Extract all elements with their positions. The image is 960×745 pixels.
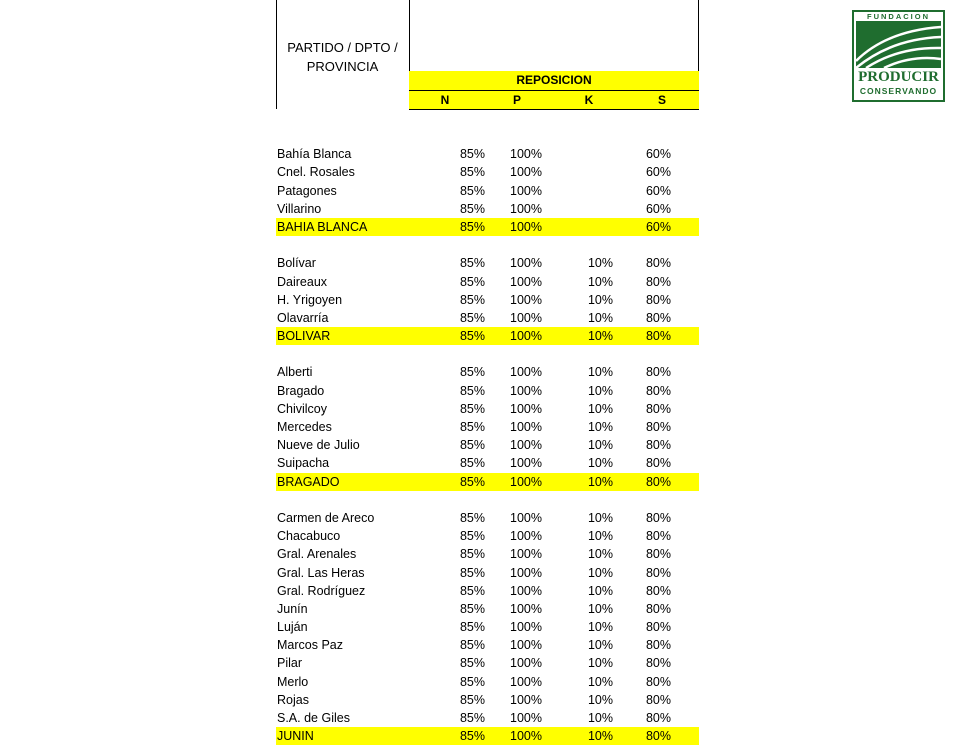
cell-p: 100% (510, 310, 542, 325)
cell-s: 80% (645, 510, 671, 525)
cell-k: 10% (587, 420, 613, 434)
cell-partido: Suipacha (277, 456, 330, 471)
table-row (276, 509, 699, 527)
cell-s: 60% (645, 219, 671, 234)
cell-k: 10% (587, 365, 613, 380)
table-row (276, 582, 699, 600)
cell-p: 100% (510, 383, 542, 398)
cell-s: 80% (645, 601, 671, 616)
cell-n: 85% (459, 656, 485, 671)
cell-s: 80% (645, 401, 671, 416)
cell-s: 80% (645, 547, 671, 562)
cell-p: 100% (510, 656, 542, 671)
cell-s: 80% (645, 711, 671, 725)
cell-p: 100% (510, 201, 542, 216)
spacer-row (276, 236, 699, 254)
cell-n: 85% (459, 147, 485, 162)
cell-partido: Patagones (277, 183, 337, 198)
cell-p: 100% (510, 365, 542, 380)
table-row (276, 309, 699, 327)
table-row (276, 145, 699, 163)
cell-n: 85% (459, 565, 485, 580)
subtotal-row (276, 327, 699, 345)
table-row (276, 673, 699, 691)
cell-s: 80% (645, 692, 671, 707)
cell-k: 10% (587, 274, 613, 289)
header-title-line1: PARTIDO / DPTO / (287, 40, 398, 55)
table-row (276, 382, 699, 400)
cell-n: 85% (459, 601, 485, 616)
cell-partido: Pilar (277, 656, 303, 671)
cell-k: 10% (587, 329, 613, 344)
cell-k: 10% (587, 529, 613, 544)
cell-s: 80% (645, 310, 671, 325)
cell-partido: Olavarría (277, 310, 329, 325)
cell-n: 85% (459, 583, 485, 598)
cell-partido: BOLIVAR (277, 329, 331, 344)
cell-s: 80% (645, 438, 671, 453)
cell-n: 85% (459, 529, 485, 544)
cell-partido: H. Yrigoyen (277, 292, 343, 307)
table-row (276, 273, 699, 291)
cell-k: 10% (587, 474, 613, 489)
cell-s: 80% (645, 565, 671, 580)
cell-n: 85% (459, 510, 485, 525)
cell-partido: Mercedes (277, 420, 332, 434)
cell-p: 100% (510, 601, 542, 616)
cell-n: 85% (459, 474, 485, 489)
table-row (276, 691, 699, 709)
cell-partido: Bolívar (277, 256, 316, 271)
cell-p: 100% (510, 529, 542, 544)
cell-s: 60% (645, 201, 671, 216)
cell-k: 10% (587, 601, 613, 616)
cell-partido: Marcos Paz (277, 638, 343, 653)
cell-p: 100% (510, 674, 542, 689)
cell-s: 80% (645, 674, 671, 689)
column-header-p: P (512, 93, 521, 107)
cell-n: 85% (459, 383, 485, 398)
spacer-row (276, 491, 699, 509)
cell-p: 100% (510, 274, 542, 289)
column-header-partido (276, 38, 409, 76)
subtotal-row (276, 218, 699, 236)
cell-n: 85% (459, 620, 485, 635)
cell-partido: JUNIN (277, 729, 314, 744)
column-header-k: K (584, 93, 594, 107)
cell-k: 10% (587, 438, 613, 453)
cell-n: 85% (459, 692, 485, 707)
table-row (276, 200, 699, 218)
table-row (276, 291, 699, 309)
cell-k: 10% (587, 638, 613, 653)
table-row (276, 454, 699, 472)
cell-s: 80% (645, 292, 671, 307)
cell-k: 10% (587, 292, 613, 307)
header-title-line2: PROVINCIA (306, 59, 379, 74)
cell-p: 100% (510, 401, 542, 416)
table-row (276, 363, 699, 381)
cell-partido: Villarino (277, 201, 322, 216)
cell-partido: Chacabuco (277, 529, 341, 544)
subtotal-row (276, 473, 699, 491)
cell-p: 100% (510, 510, 542, 525)
cell-partido: Gral. Las Heras (277, 565, 365, 580)
cell-p: 100% (510, 620, 542, 635)
column-header-s: S (657, 93, 666, 107)
reposicion-table (276, 0, 699, 744)
cell-s: 80% (645, 583, 671, 598)
cell-n: 85% (459, 183, 485, 198)
table-row (276, 564, 699, 582)
cell-n: 85% (459, 638, 485, 653)
cell-p: 100% (510, 729, 542, 744)
table-row (276, 654, 699, 672)
table-row (276, 709, 699, 727)
cell-s: 80% (645, 365, 671, 380)
cell-k: 10% (587, 565, 613, 580)
cell-k: 10% (587, 656, 613, 671)
cell-partido: Chivilcoy (277, 401, 328, 416)
logo-text-main: PRODUCIR (858, 69, 939, 85)
cell-k: 10% (587, 256, 613, 271)
cell-p: 100% (510, 638, 542, 653)
cell-partido: Alberti (277, 365, 313, 380)
cell-s: 60% (645, 165, 671, 180)
table-row (276, 618, 699, 636)
cell-p: 100% (510, 420, 542, 434)
table-row (276, 400, 699, 418)
table-body (276, 127, 699, 745)
cell-partido: S.A. de Giles (277, 711, 350, 725)
cell-partido: Daireaux (277, 274, 328, 289)
cell-s: 80% (645, 638, 671, 653)
cell-p: 100% (510, 438, 542, 453)
cell-n: 85% (459, 401, 485, 416)
cell-s: 80% (645, 420, 671, 434)
cell-s: 80% (645, 656, 671, 671)
cell-partido: BAHIA BLANCA (277, 219, 368, 234)
cell-n: 85% (459, 292, 485, 307)
cell-partido: Rojas (277, 692, 309, 707)
cell-s: 60% (645, 147, 671, 162)
cell-p: 100% (510, 711, 542, 725)
cell-partido: Gral. Arenales (277, 547, 357, 562)
cell-n: 85% (459, 201, 485, 216)
cell-n: 85% (459, 420, 485, 434)
cell-n: 85% (459, 329, 485, 344)
cell-k: 10% (587, 401, 613, 416)
field-furrows-icon (856, 21, 941, 68)
cell-s: 80% (645, 274, 671, 289)
cell-k: 10% (587, 692, 613, 707)
cell-p: 100% (510, 219, 542, 234)
table-row (276, 600, 699, 618)
cell-n: 85% (459, 438, 485, 453)
cell-p: 100% (510, 147, 542, 162)
cell-n: 85% (459, 165, 485, 180)
cell-s: 80% (645, 256, 671, 271)
nutrient-header-row (409, 91, 699, 110)
cell-p: 100% (510, 474, 542, 489)
cell-partido: Carmen de Areco (277, 510, 375, 525)
table-row (276, 182, 699, 200)
cell-k: 10% (587, 729, 613, 744)
cell-n: 85% (459, 547, 485, 562)
cell-k: 10% (587, 674, 613, 689)
cell-p: 100% (510, 292, 542, 307)
cell-p: 100% (510, 456, 542, 471)
cell-p: 100% (510, 583, 542, 598)
cell-p: 100% (510, 565, 542, 580)
cell-k: 10% (587, 383, 613, 398)
cell-p: 100% (510, 329, 542, 344)
logo-text-bottom: CONSERVANDO (859, 86, 938, 96)
cell-n: 85% (459, 674, 485, 689)
cell-p: 100% (510, 692, 542, 707)
table-row (276, 527, 699, 545)
cell-s: 80% (645, 474, 671, 489)
cell-s: 80% (645, 729, 671, 744)
cell-n: 85% (459, 711, 485, 725)
cell-partido: Nueve de Julio (277, 438, 360, 453)
cell-partido: Gral. Rodríguez (277, 583, 366, 598)
cell-s: 60% (645, 183, 671, 198)
cell-partido: Luján (277, 620, 308, 635)
cell-k: 10% (587, 510, 613, 525)
cell-p: 100% (510, 183, 542, 198)
table-row (276, 436, 699, 454)
cell-n: 85% (459, 365, 485, 380)
fundacion-producir-conservando-logo (852, 10, 945, 102)
cell-k: 10% (587, 583, 613, 598)
cell-p: 100% (510, 256, 542, 271)
table-row (276, 545, 699, 563)
cell-s: 80% (645, 620, 671, 635)
spacer-row (276, 127, 699, 145)
cell-partido: Cnel. Rosales (277, 165, 355, 180)
cell-n: 85% (459, 219, 485, 234)
cell-k: 10% (587, 620, 613, 635)
cell-n: 85% (459, 729, 485, 744)
table-row (276, 163, 699, 181)
subtotal-row (276, 727, 699, 745)
cell-k: 10% (587, 547, 613, 562)
cell-k: 10% (587, 456, 613, 471)
cell-partido: Bragado (277, 383, 325, 398)
cell-n: 85% (459, 310, 485, 325)
cell-s: 80% (645, 329, 671, 344)
cell-p: 100% (510, 547, 542, 562)
reposicion-header: REPOSICION (409, 71, 699, 91)
cell-n: 85% (459, 256, 485, 271)
cell-p: 100% (510, 165, 542, 180)
cell-k: 10% (587, 310, 613, 325)
cell-partido: BRAGADO (277, 474, 340, 489)
cell-s: 80% (645, 383, 671, 398)
logo-text-top: FUNDACION (867, 12, 930, 21)
table-row (276, 254, 699, 272)
cell-n: 85% (459, 274, 485, 289)
cell-n: 85% (459, 456, 485, 471)
cell-s: 80% (645, 456, 671, 471)
cell-partido: Bahía Blanca (277, 147, 352, 162)
table-row (276, 636, 699, 654)
cell-s: 80% (645, 529, 671, 544)
cell-partido: Junín (277, 601, 308, 616)
column-header-n: N (440, 93, 450, 107)
table-row (276, 418, 699, 436)
cell-k: 10% (587, 711, 613, 725)
spacer-row (276, 345, 699, 363)
cell-partido: Merlo (277, 674, 309, 689)
